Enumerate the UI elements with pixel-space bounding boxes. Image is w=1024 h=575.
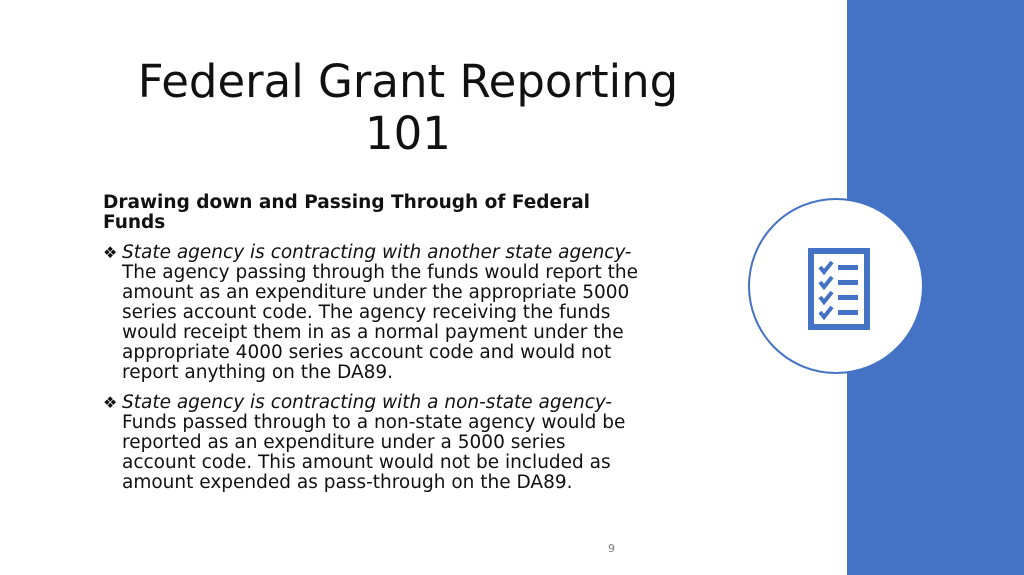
bullet-lead: State agency is contracting with a non-state agency- [122,392,612,413]
icon-circle [748,198,924,374]
page-number: 9 [608,542,615,555]
slide-title: Federal Grant Reporting 101 [137,55,679,160]
diamond-bullet-icon: ❖ [103,393,118,412]
bullet-lead: State agency is contracting with another state agency- [122,242,632,263]
bullet-text: Funds passed through to a non-state agency would be reported as an expenditure under a 5000 series account code. This amount would not be included as amount expended as pass-through on the DA89. [122,412,626,493]
checklist-icon [808,248,870,330]
slide-body [103,193,643,503]
diamond-bullet-icon: ❖ [103,243,118,262]
bullet-text: The agency passing through the funds would report the amount as an expenditure under the appropriate 5000 series account code. The agency receiving the funds would receipt them in as a normal payment under the appropriate 4000 series account code and would not report anything on the DA89. [122,262,639,383]
bullet-item [103,393,643,493]
bullet-item [103,243,643,383]
slide-subheading: Drawing down and Passing Through of Federal Funds [103,192,591,233]
